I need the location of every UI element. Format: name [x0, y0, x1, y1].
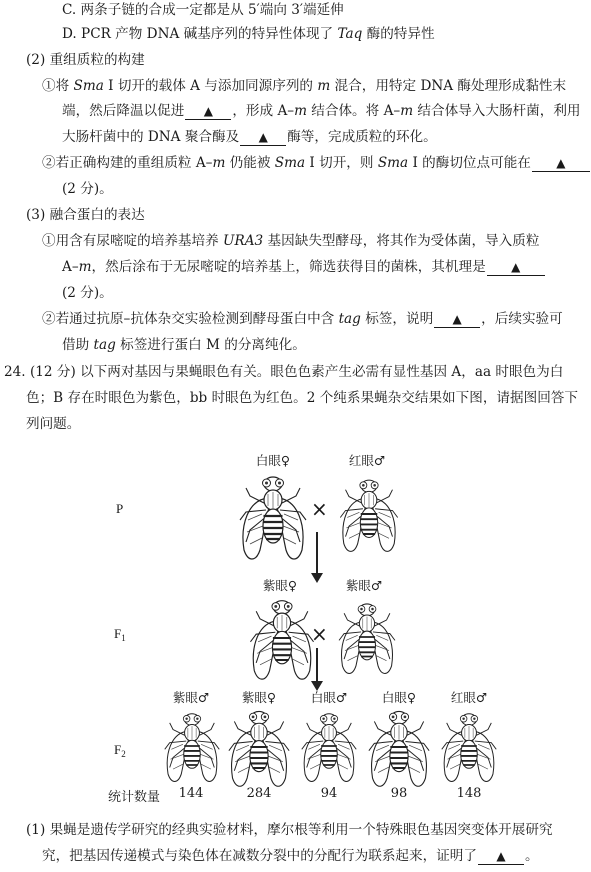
option-d: D. PCR 产物 DNA 碱基序列的特异性体现了 Taq 酶的特异性 — [62, 26, 435, 42]
p-male-fly-icon — [337, 474, 401, 554]
section-2-heading: (2) 重组质粒的构建 — [26, 52, 145, 68]
q24-1-line2: 究，把基因传递模式与染色体在减数分裂中的分配行为联系起来，证明了 ▲ 。 — [42, 848, 539, 864]
section-3-heading: (3) 融合蛋白的表达 — [26, 207, 145, 223]
f2-purple-female-fly-icon — [225, 705, 293, 789]
p-female-label: 白眼♀ — [255, 453, 291, 468]
f2-purple-male-label: 紫眼♂ — [172, 690, 210, 705]
count-value: 284 — [246, 786, 272, 801]
down-arrow-icon — [316, 648, 318, 682]
f2-white-female-fly-icon — [365, 705, 433, 789]
option-c: C. 两条子链的合成一定都是从 5′端向 3′端延伸 — [62, 2, 344, 18]
answer-blank: ▲ — [434, 311, 480, 328]
f2-purple-female-label: 紫眼♀ — [241, 690, 277, 705]
answer-blank: ▲ — [240, 129, 286, 146]
f2-purple-male-fly-icon — [162, 708, 222, 784]
q2-1-line2: 端，然后降温以促进 ▲ ，形成 A–m 结合体。将 A–m 结合体导入大肠杆菌，利用 — [62, 103, 581, 119]
p-female-fly-icon — [236, 470, 310, 562]
down-arrow-icon — [316, 532, 318, 574]
count-value: 98 — [390, 786, 408, 801]
count-label: 统计数量 — [108, 789, 161, 804]
f1-male-fly-icon — [336, 598, 398, 676]
f1-male-label: 紫眼♂ — [345, 578, 383, 593]
q3-2-line2: 借助 tag 标签进行蛋白 M 的分离纯化。 — [62, 337, 306, 353]
f1-female-label: 紫眼♀ — [262, 578, 298, 593]
answer-blank: ▲ — [487, 259, 545, 276]
count-value: 148 — [456, 786, 482, 801]
f2-red-male-label: 红眼♂ — [450, 690, 488, 705]
count-value: 144 — [178, 786, 204, 801]
answer-blank: ▲ — [185, 103, 231, 120]
q2-2-line1: ②若正确构建的重组质粒 A–m 仍能被 Sma Ⅰ 切开，则 Sma Ⅰ 的酶切位点可能在 ▲ — [42, 153, 591, 173]
q24-1-line1: (1) 果蝇是遗传学研究的经典实验材料，摩尔根等利用一个特殊眼色基因突变体开展研究 — [26, 822, 553, 838]
generation-f1-label: $F_1$ — [114, 626, 126, 643]
q2-1-line3: 大肠杆菌中的 DNA 聚合酶及 ▲ 酶等，完成质粒的环化。 — [62, 129, 437, 145]
f2-red-male-fly-icon — [439, 708, 499, 784]
answer-blank: ▲ — [532, 155, 590, 172]
count-value: 94 — [320, 786, 338, 801]
q3-1-line2: A–m，然后涂布于无尿嘧啶的培养基上，筛选获得目的菌株，其机理是 ▲ — [62, 257, 546, 277]
p-male-label: 红眼♂ — [348, 453, 386, 468]
f2-white-female-label: 白眼♀ — [381, 690, 417, 705]
q2-2-line2: (2 分)。 — [62, 181, 113, 197]
cross-symbol: × — [311, 497, 328, 521]
f2-white-male-label: 白眼♂ — [310, 690, 348, 705]
answer-blank: ▲ — [478, 848, 524, 865]
generation-f2-label: $F_2$ — [114, 742, 126, 759]
cross-symbol: × — [311, 622, 328, 646]
q24-stem-line3: 列问题。 — [26, 416, 81, 432]
q3-2-line1: ②若通过抗原–抗体杂交实验检测到酵母蛋白中含 tag 标签，说明 ▲ ，后续实验可 — [42, 311, 563, 327]
q3-1-line3: (2 分)。 — [62, 285, 113, 301]
generation-p-label: P — [116, 501, 124, 516]
f1-female-fly-icon — [247, 594, 317, 682]
q2-1-line1: ①将 Sma Ⅰ 切开的载体 A 与添加同源序列的 m 混合，用特定 DNA 酶处理形成黏性末 — [42, 78, 567, 94]
q24-stem-line1: 24. (12 分) 以下两对基因与果蝇眼色有关。眼色色素产生必需有显性基因 A，aa 时眼色为白 — [4, 364, 564, 380]
q24-stem-line2: 色；B 存在时眼色为紫色，bb 时眼色为红色。2 个纯系果蝇杂交结果如下图，请据图回答下 — [26, 390, 578, 406]
f2-white-male-fly-icon — [299, 708, 359, 784]
q3-1-line1: ①用含有尿嘧啶的培养基培养 URA3 基因缺失型酵母，将其作为受体菌，导入质粒 — [42, 233, 540, 249]
